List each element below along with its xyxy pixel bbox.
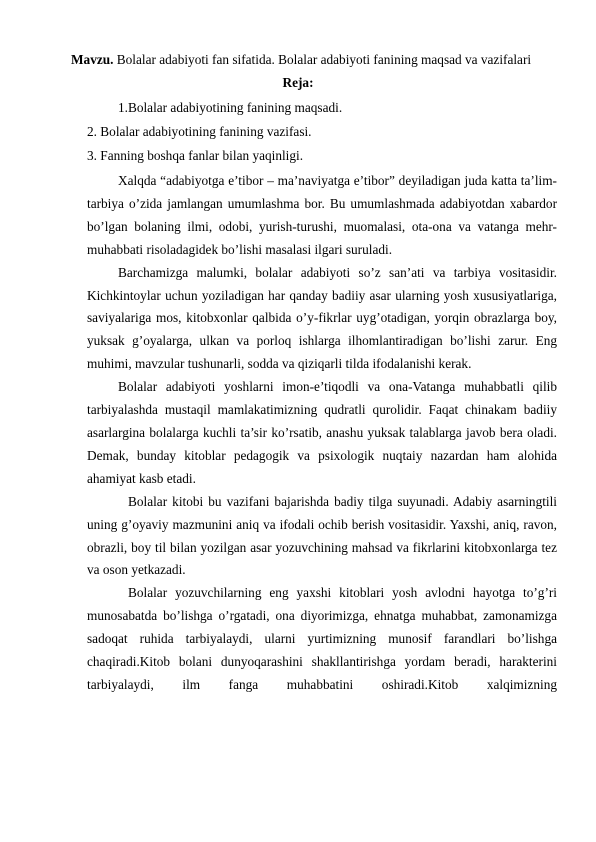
paragraph: Bolalar kitobi bu vazifani bajarishda badiy tilga suyunadi. Adabiy asarningtili uning g’oyaviy mazmunini aniq va ifodali ochib berish vositasidir. Yaxshi, aniq, ravon, obrazli, boy til bilan yozilgan asar yozuvchining mahsad va fikrlarini kitobxonlarga tez va oson yetkazadi. bbox=[87, 493, 557, 578]
topic-label: Mavzu. bbox=[71, 52, 114, 67]
body-text bbox=[87, 170, 557, 697]
plan-heading: Reja: bbox=[282, 75, 314, 90]
paragraph: Bolalar adabiyoti yoshlarni imon-e’tiqodli va ona-Vatanga muhabbatli qilib tarbiyalashda mustaqil mamlakatimizning qudratli qurolidir. Faqat chinakam badiiy asarlargina bolalarga kuchli ta’sir ko’rsatib, anashu yuksak talablarga javob bera oladi. Demak, bunday kitoblar pedagogik va psixologik nuqtaiy nazardan ham alohida ahamiyat kasb etadi. bbox=[87, 379, 557, 486]
topic-heading bbox=[71, 50, 531, 70]
topic-text: Bolalar adabiyoti fan sifatida. Bolalar adabiyoti fanining maqsad va vazifalari bbox=[113, 52, 532, 67]
plan-item: 2. Bolalar adabiyotining fanining vazifasi. bbox=[87, 124, 312, 139]
plan-item: 3. Fanning boshqa fanlar bilan yaqinligi. bbox=[87, 148, 304, 163]
paragraph: Xalqda “adabiyotga e’tibor – ma’naviyatga e’tibor” deyiladigan juda katta ta’lim-tarbiya o’zida jamlangan umumlashma bor. Bu umumlashmada adabiyotdan xabardor bo’lgan bolaning ilmi, odobi, yurish-turushi, muomalasi, ota-ona va vatanga mehr-muhabbati risoladagidek bo’lishi masalasi ilgari suruladi. bbox=[87, 173, 557, 257]
plan-item: 1.Bolalar adabiyotining fanining maqsadi. bbox=[118, 100, 343, 115]
paragraph: Barchamizga malumki, bolalar adabiyoti so’z san’ati va tarbiya vositasidir. Kichkintoylar uchun yoziladigan har qanday badiiy asar ularning yosh xususiyatlariga, saviyalariga mos, kitobxonlar qalbida o’y-fikrlar uyg’otadigan, yorqin obrazlarga boy, yuksak g’oyalarga, ulkan va porloq ishlarga ilhomlantiradigan bo’lishi zarur. Eng muhimi, mavzular tushunarli, sodda va qiziqarli tilda ifodalanishi kerak. bbox=[87, 264, 557, 372]
paragraph: Bolalar yozuvchilarning eng yaxshi kitoblari yosh avlodni hayotga to’g’ri munosabatda bo’lishga o’rgatadi, ona diyorimizga, ehnatga muhabbat, zamonamizga sadoqat ruhida tarbiyalaydi, ularni yurtimizning munosif farandlari bo’lishga chaqiradi.Kitob bolani dunyoqarashini shakllantirishga yordam beradi, harakterini tarbiyalaydi, ilm fanga muhabbatini oshiradi.Kitob xalqimizning bbox=[87, 585, 557, 692]
